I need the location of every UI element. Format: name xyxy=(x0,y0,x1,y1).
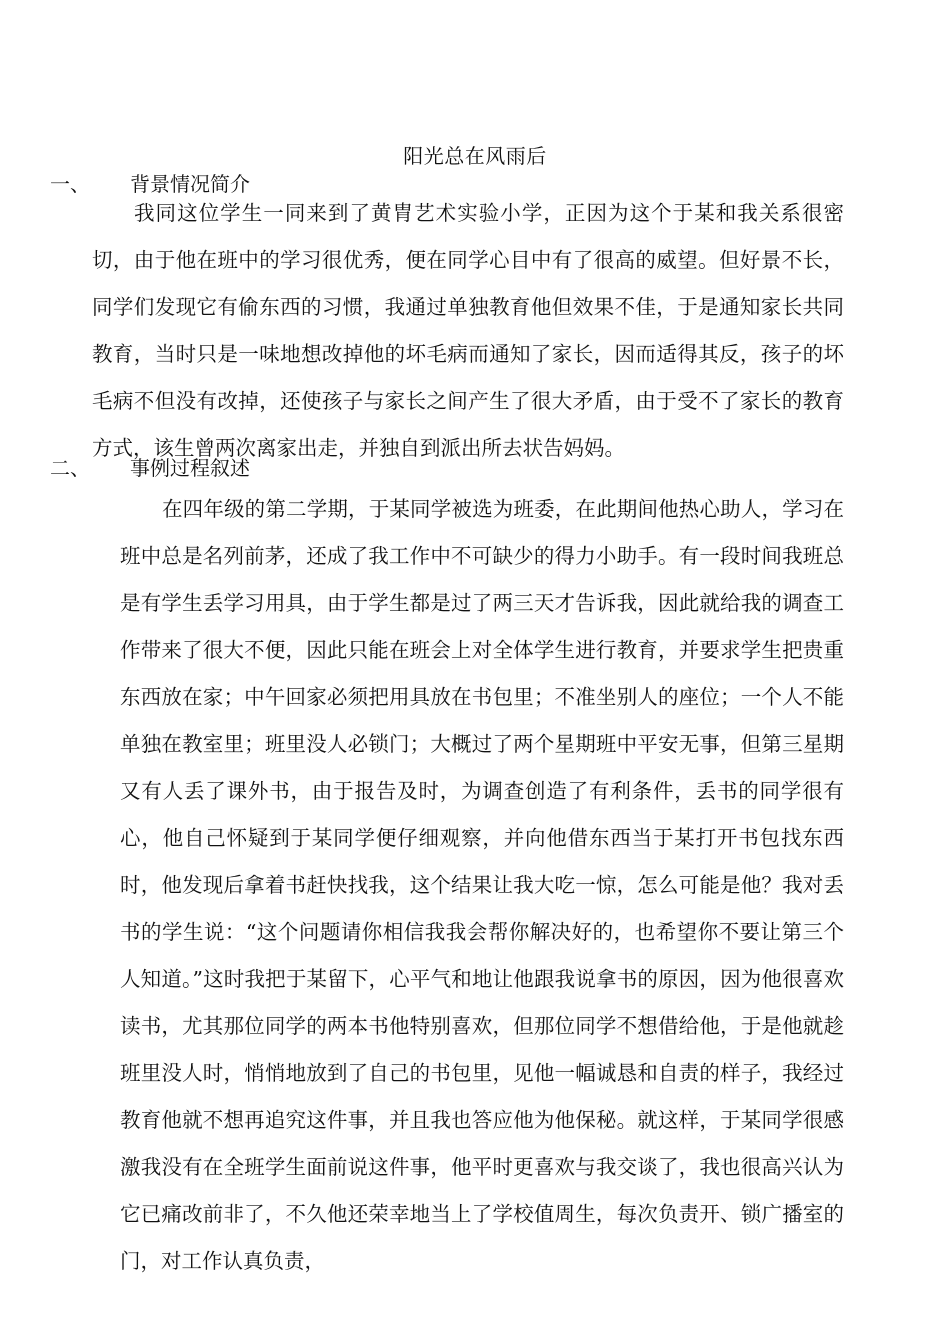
section-body-background: 我同这位学生一同来到了黄胄艺术实验小学，正因为这个于某和我关系很密切，由于他在班中的学习很优秀，便在同学心目中有了很高的威望。但好景不长，同学们发现它有偷东西的习惯，我通过单独教育他但效果不佳，于是通知家长共同教育，当时只是一味地想改掉他的坏毛病而通知了家长，因而适得其反，孩子的坏毛病不但没有改掉，还使孩子与家长之间产生了很大矛盾，由于受不了家长的教育方式，该生曾两次离家出走，并独自到派出所去状告妈妈。 xyxy=(92,201,844,460)
section-heading-text: 背景情况简介 xyxy=(130,172,250,196)
section-number: 一、 xyxy=(50,172,90,196)
section-number: 二、 xyxy=(50,456,90,480)
document-title: 阳光总在风雨后 xyxy=(403,144,547,168)
section-heading-process xyxy=(50,454,250,482)
section-heading-text: 事例过程叙述 xyxy=(130,456,250,480)
section-body-process: 在四年级的第二学期，于某同学被选为班委，在此期间他热心助人，学习在班中总是名列前茅，还成了我工作中不可缺少的得力小助手。有一段时间我班总是有学生丢学习用具，由于学生都是过了两三天才告诉我，因此就给我的调查工作带来了很大不便，因此只能在班会上对全体学生进行教育，并要求学生把贵重东西放在家；中午回家必须把用具放在书包里；不准坐别人的座位；一个人不能单独在教室里；班里没人必锁门；大概过了两个星期班中平安无事，但第三星期又有人丢了课外书，由于报告及时，为调查创造了有利条件，丢书的同学很有心，他自己怀疑到于某同学便仔细观察，并向他借东西当于某打开书包找东西时，他发现后拿着书赶快找我，这个结果让我大吃一惊，怎么可能是他？我对丢书的学生说：“这个问题请你相信我我会帮你解决好的，也希望你不要让第三个人知道。”这时我把于某留下，心平气和地让他跟我说拿书的原因，因为他很喜欢读书，尤其那位同学的两本书他特别喜欢，但那位同学不想借给他，于是他就趁班里没人时，悄悄地放到了自己的书包里，见他一幅诚恳和自责的样子，我经过教育他就不想再追究这件事，并且我也答应他为他保秘。就这样，于某同学很感激我没有在全班学生面前说这件事，他平时更喜欢与我交谈了，我也很高兴认为它已痛改前非了，不久他还荣幸地当上了学校值周生，每次负责开、锁广播室的门，对工作认真负责， xyxy=(120,497,844,1273)
